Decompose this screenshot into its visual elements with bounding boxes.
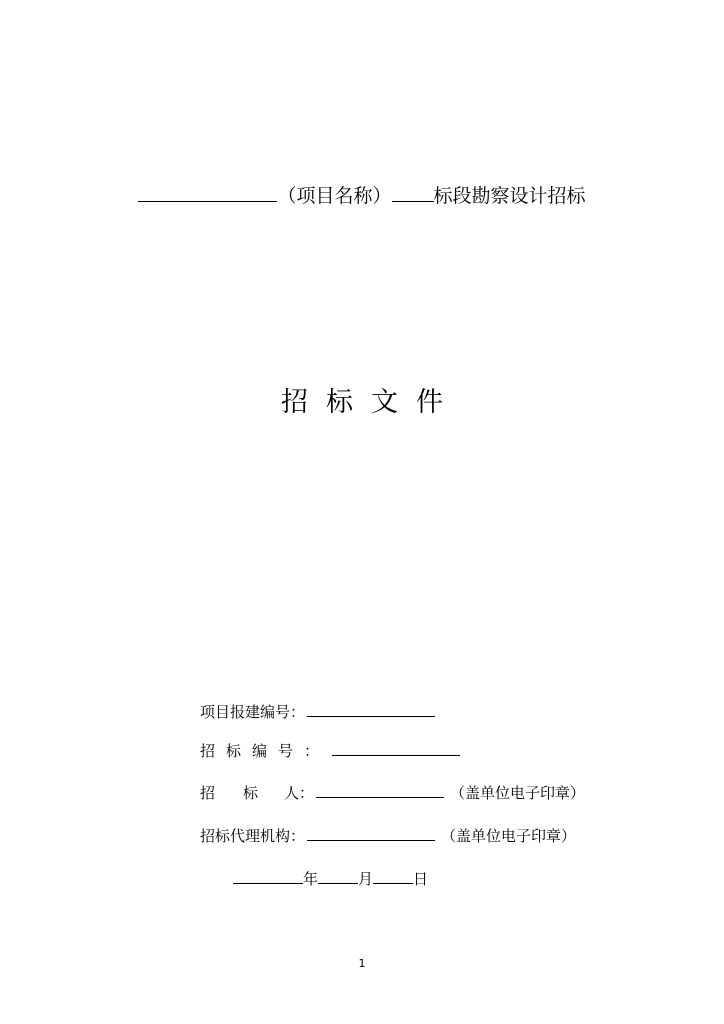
field-project-code xyxy=(200,700,435,723)
day-label: 日 xyxy=(413,870,429,888)
tenderer-label-1: 招 xyxy=(200,784,216,802)
title-project-name-text: （项目名称） xyxy=(277,185,392,207)
document-title-line xyxy=(0,182,724,210)
main-heading: 招标文件 xyxy=(281,387,461,418)
tenderer-seal-note: （盖单位电子印章） xyxy=(450,784,586,802)
month-label: 月 xyxy=(358,870,374,888)
date-line xyxy=(233,867,428,890)
month-blank xyxy=(318,867,358,884)
agency-seal-note: （盖单位电子印章） xyxy=(441,827,577,845)
agency-label: 招标代理机构： xyxy=(200,827,306,845)
section-blank xyxy=(392,200,434,202)
field-agency xyxy=(200,824,576,847)
project-code-blank xyxy=(307,700,435,717)
tender-number-blank xyxy=(332,739,460,756)
tenderer-label-3: 人： xyxy=(284,784,315,802)
agency-blank xyxy=(307,824,435,841)
day-blank xyxy=(373,867,413,884)
tender-number-label: 招标编号： xyxy=(200,742,331,760)
project-code-label: 项目报建编号： xyxy=(200,703,306,721)
field-tender-number xyxy=(200,739,460,762)
year-blank xyxy=(233,867,303,884)
year-label: 年 xyxy=(303,870,319,888)
project-name-blank xyxy=(138,200,277,202)
tenderer-blank xyxy=(316,781,444,798)
tenderer-label-2: 标 xyxy=(243,784,259,802)
title-section-text: 标段勘察设计招标 xyxy=(433,185,586,207)
page-number: 1 xyxy=(358,957,366,970)
field-tenderer xyxy=(200,781,585,804)
